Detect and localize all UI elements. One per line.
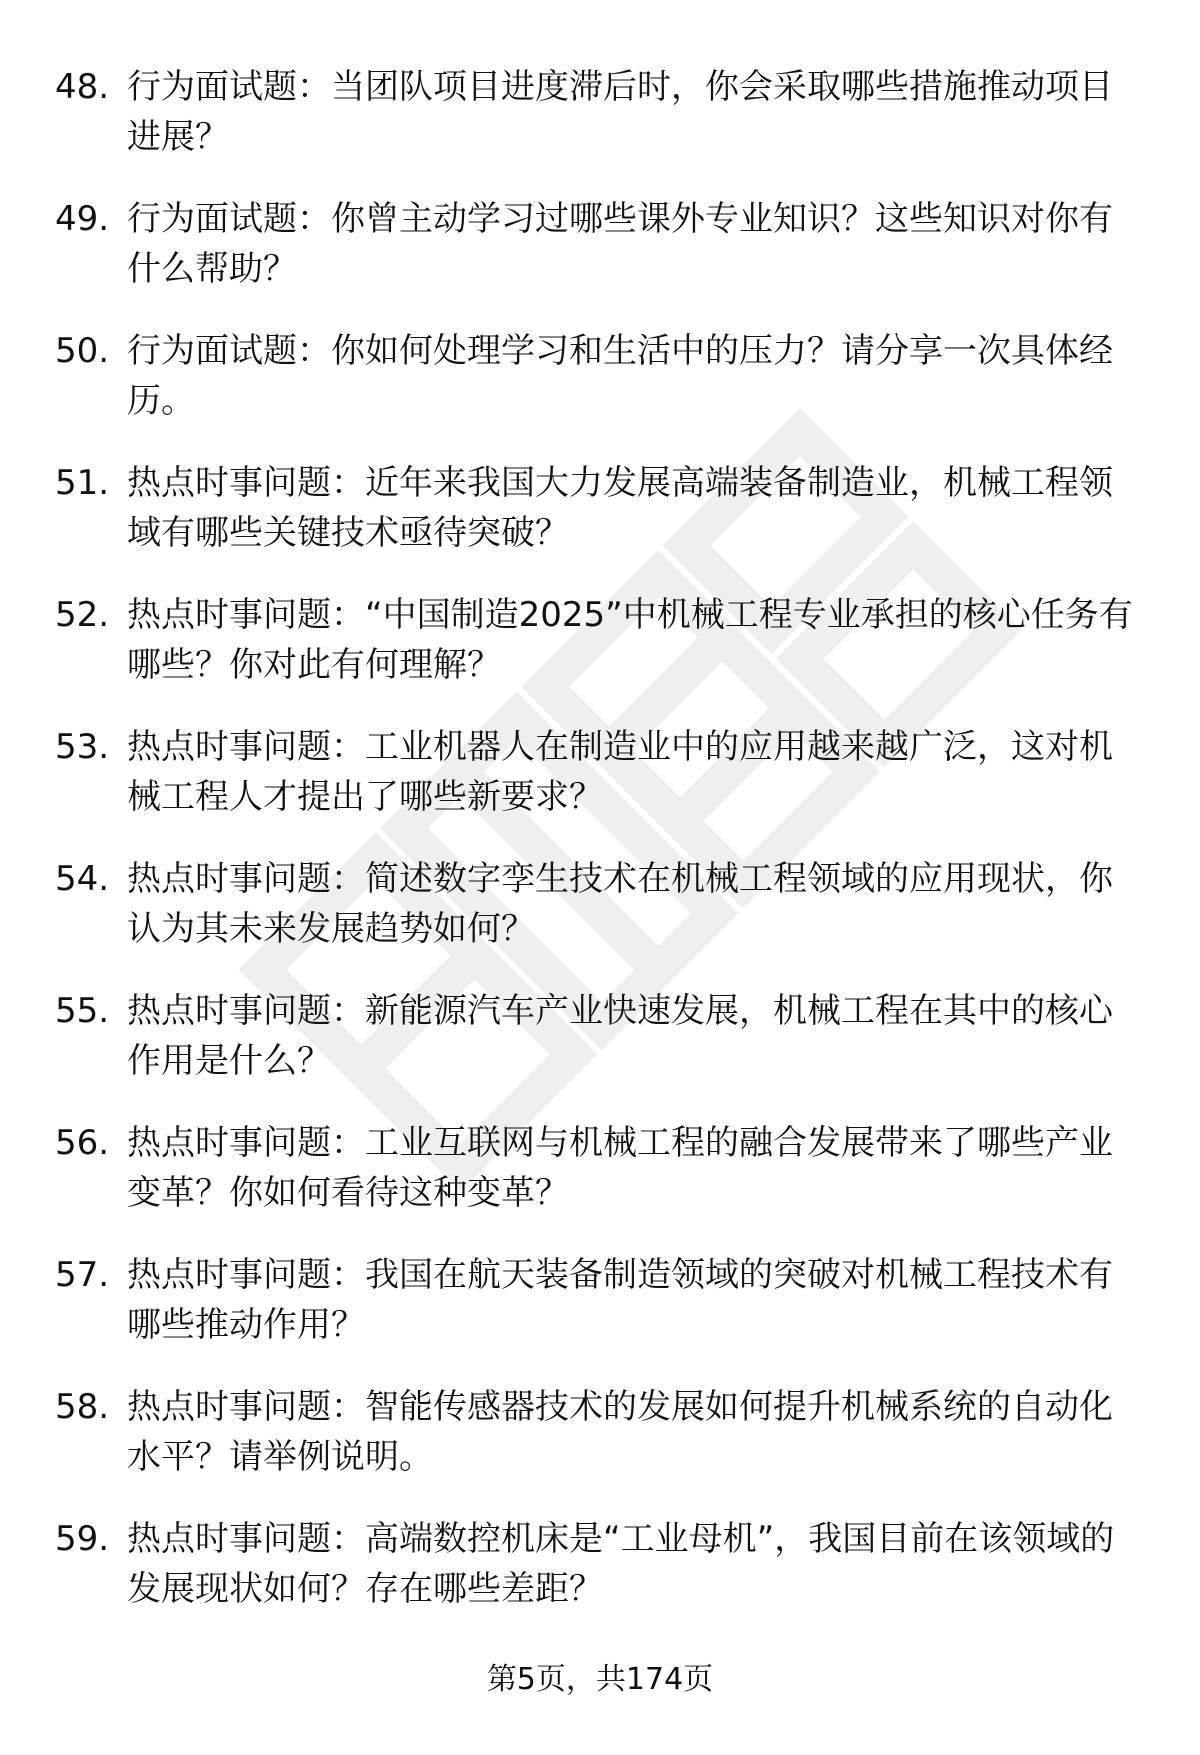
list-item [55,1118,1145,1250]
question-text: 行为面试题：你曾主动学习过哪些课外专业知识？这些知识对你有什么帮助？ [127,199,1113,289]
question-number: 57. [55,1255,110,1295]
question-text: 行为面试题：当团队项目进度滞后时，你会采取哪些措施推动项目进展？ [127,67,1113,157]
question-text: 热点时事问题：工业互联网与机械工程的融合发展带来了哪些产业变革？你如何看待这种变革？ [127,1123,1113,1213]
question-number: 48. [55,67,110,107]
question-number: 54. [55,859,110,899]
question-text: 热点时事问题：我国在航天装备制造领域的突破对机械工程技术有哪些推动作用？ [127,1255,1113,1345]
list-item [55,854,1145,986]
list-item [55,1382,1145,1514]
list-item [55,722,1145,854]
question-text: 热点时事问题：简述数字孪生技术在机械工程领域的应用现状，你认为其未来发展趋势如何？ [127,859,1113,949]
question-number: 55. [55,991,110,1031]
question-text: 热点时事问题：新能源汽车产业快速发展，机械工程在其中的核心作用是什么？ [127,991,1113,1081]
page-indicator: 第5页，共174页 [486,1662,714,1697]
question-number: 49. [55,199,110,239]
list-item [55,458,1145,590]
question-text: 行为面试题：你如何处理学习和生活中的压力？请分享一次具体经历。 [127,331,1113,421]
list-item [55,1250,1145,1382]
list-item [55,326,1145,458]
question-number: 50. [55,331,110,371]
question-number: 53. [55,727,110,767]
list-item [55,1514,1145,1646]
question-number: 52. [55,595,110,635]
list-item [55,62,1145,194]
question-list [55,62,1145,1646]
list-item [55,590,1145,722]
question-text: 热点时事问题：高端数控机床是“工业母机”，我国目前在该领域的发展现状如何？存在哪些差距？ [127,1519,1115,1609]
list-item [55,986,1145,1118]
question-number: 59. [55,1519,110,1559]
question-text: 热点时事问题：“中国制造2025”中机械工程专业承担的核心任务有哪些？你对此有何理解？ [127,595,1133,685]
question-number: 56. [55,1123,110,1163]
question-number: 51. [55,463,110,503]
question-text: 热点时事问题：工业机器人在制造业中的应用越来越广泛，这对机械工程人才提出了哪些新要求？ [127,727,1113,817]
list-item [55,194,1145,326]
question-number: 58. [55,1387,110,1427]
question-text: 热点时事问题：智能传感器技术的发展如何提升机械系统的自动化水平？请举例说明。 [127,1387,1113,1477]
question-text: 热点时事问题：近年来我国大力发展高端装备制造业，机械工程领域有哪些关键技术亟待突破？ [127,463,1113,553]
